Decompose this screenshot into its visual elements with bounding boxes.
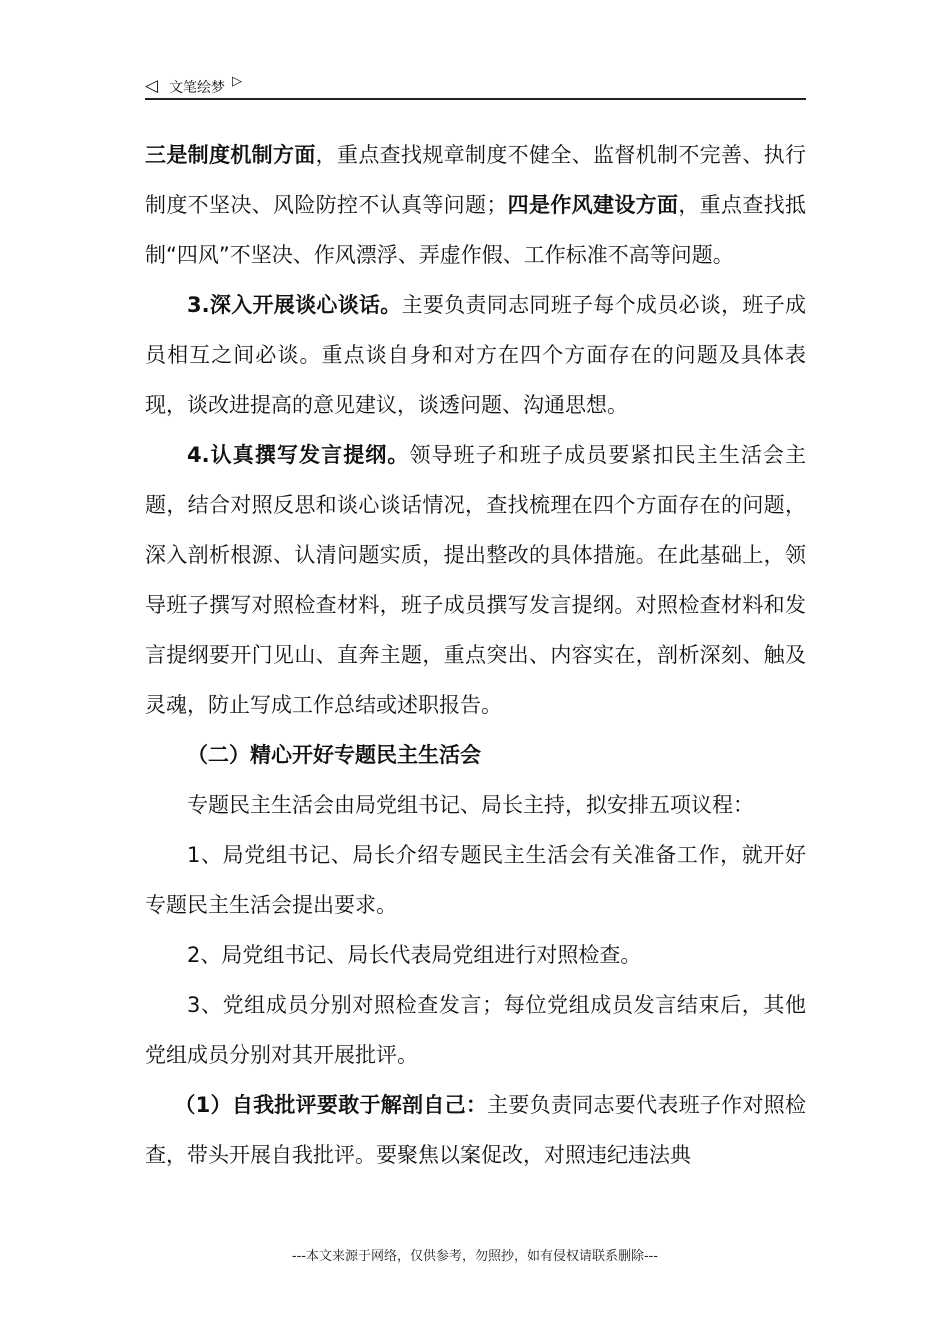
document-body bbox=[145, 130, 806, 1180]
paragraph-agenda-2: 2、局党组书记、局长代表局党组进行对照检查。 bbox=[187, 943, 642, 967]
triangle-left-icon: ◁ bbox=[145, 76, 159, 96]
paragraph-self-criticism bbox=[145, 1080, 806, 1180]
section-heading bbox=[145, 730, 806, 780]
paragraph-institution-style bbox=[145, 130, 806, 280]
paragraph-text: 领导班子和班子成员要紧扣民主生活会主题，结合对照反思和谈心谈话情况，查找梳理在四个方面存在的问题，深入剖析根源、认清问题实质，提出整改的具体措施。在此基础上，领导班子撰写对照检查材料，班子成员撰写发言提纲。对照检查材料和发言提纲要开门见山、直奔主题，重点突出、内容实在，剖析深刻、触及灵魂，防止写成工作总结或述职报告。 bbox=[145, 443, 806, 717]
paragraph-text: 主要负责同志同班子每个成员必谈，班子成员相互之间必谈。重点谈自身和对方在四个方面存在的问题及具体表现，谈改进提高的意见建议，谈透问题、沟通思想。 bbox=[145, 293, 806, 417]
triangle-right-icon: ▷ bbox=[232, 74, 242, 89]
page-header bbox=[145, 72, 806, 100]
paragraph-heart-talk bbox=[145, 280, 806, 430]
paragraph-agenda-3: 3、党组成员分别对照检查发言；每位党组成员发言结束后，其他党组成员分别对其开展批评。 bbox=[145, 993, 806, 1067]
paragraph-agenda-intro: 专题民主生活会由局党组书记、局长主持，拟安排五项议程： bbox=[187, 793, 754, 817]
paragraph-agenda-1: 1、局党组书记、局长介绍专题民主生活会有关准备工作，就开好专题民主生活会提出要求。 bbox=[145, 843, 806, 917]
paragraph-outline bbox=[145, 430, 806, 730]
bold-phrase: 4.认真撰写发言提纲。 bbox=[187, 443, 410, 467]
bold-phrase: （1）自我批评要敢于解剖自己： bbox=[174, 1093, 488, 1117]
paragraph-text: ，重点查找抵制“四风”不坚决、作风漂浮、弄虚作假、工作标准不高等问题。 bbox=[145, 193, 807, 267]
bold-phrase: 四是作风建设方面 bbox=[507, 193, 679, 217]
page-footer: ---本文来源于网络，仅供参考，勿照抄，如有侵权请联系删除--- bbox=[291, 1249, 659, 1264]
header-title: 文笔绘梦 bbox=[169, 80, 225, 96]
bold-phrase: 三是制度机制方面 bbox=[145, 143, 316, 167]
heading-text: （二）精心开好专题民主生活会 bbox=[187, 743, 481, 767]
bold-phrase: 3.深入开展谈心谈话。 bbox=[187, 293, 402, 317]
paragraph-text: 主要负责同志要代表班子作对照检查，带头开展自我批评。要聚焦以案促改，对照违纪违法典 bbox=[145, 1093, 806, 1167]
paragraph-text: ，重点查找规章制度不健全、监督机制不完善、执行制度不坚决、风险防控不认真等问题； bbox=[145, 143, 807, 217]
